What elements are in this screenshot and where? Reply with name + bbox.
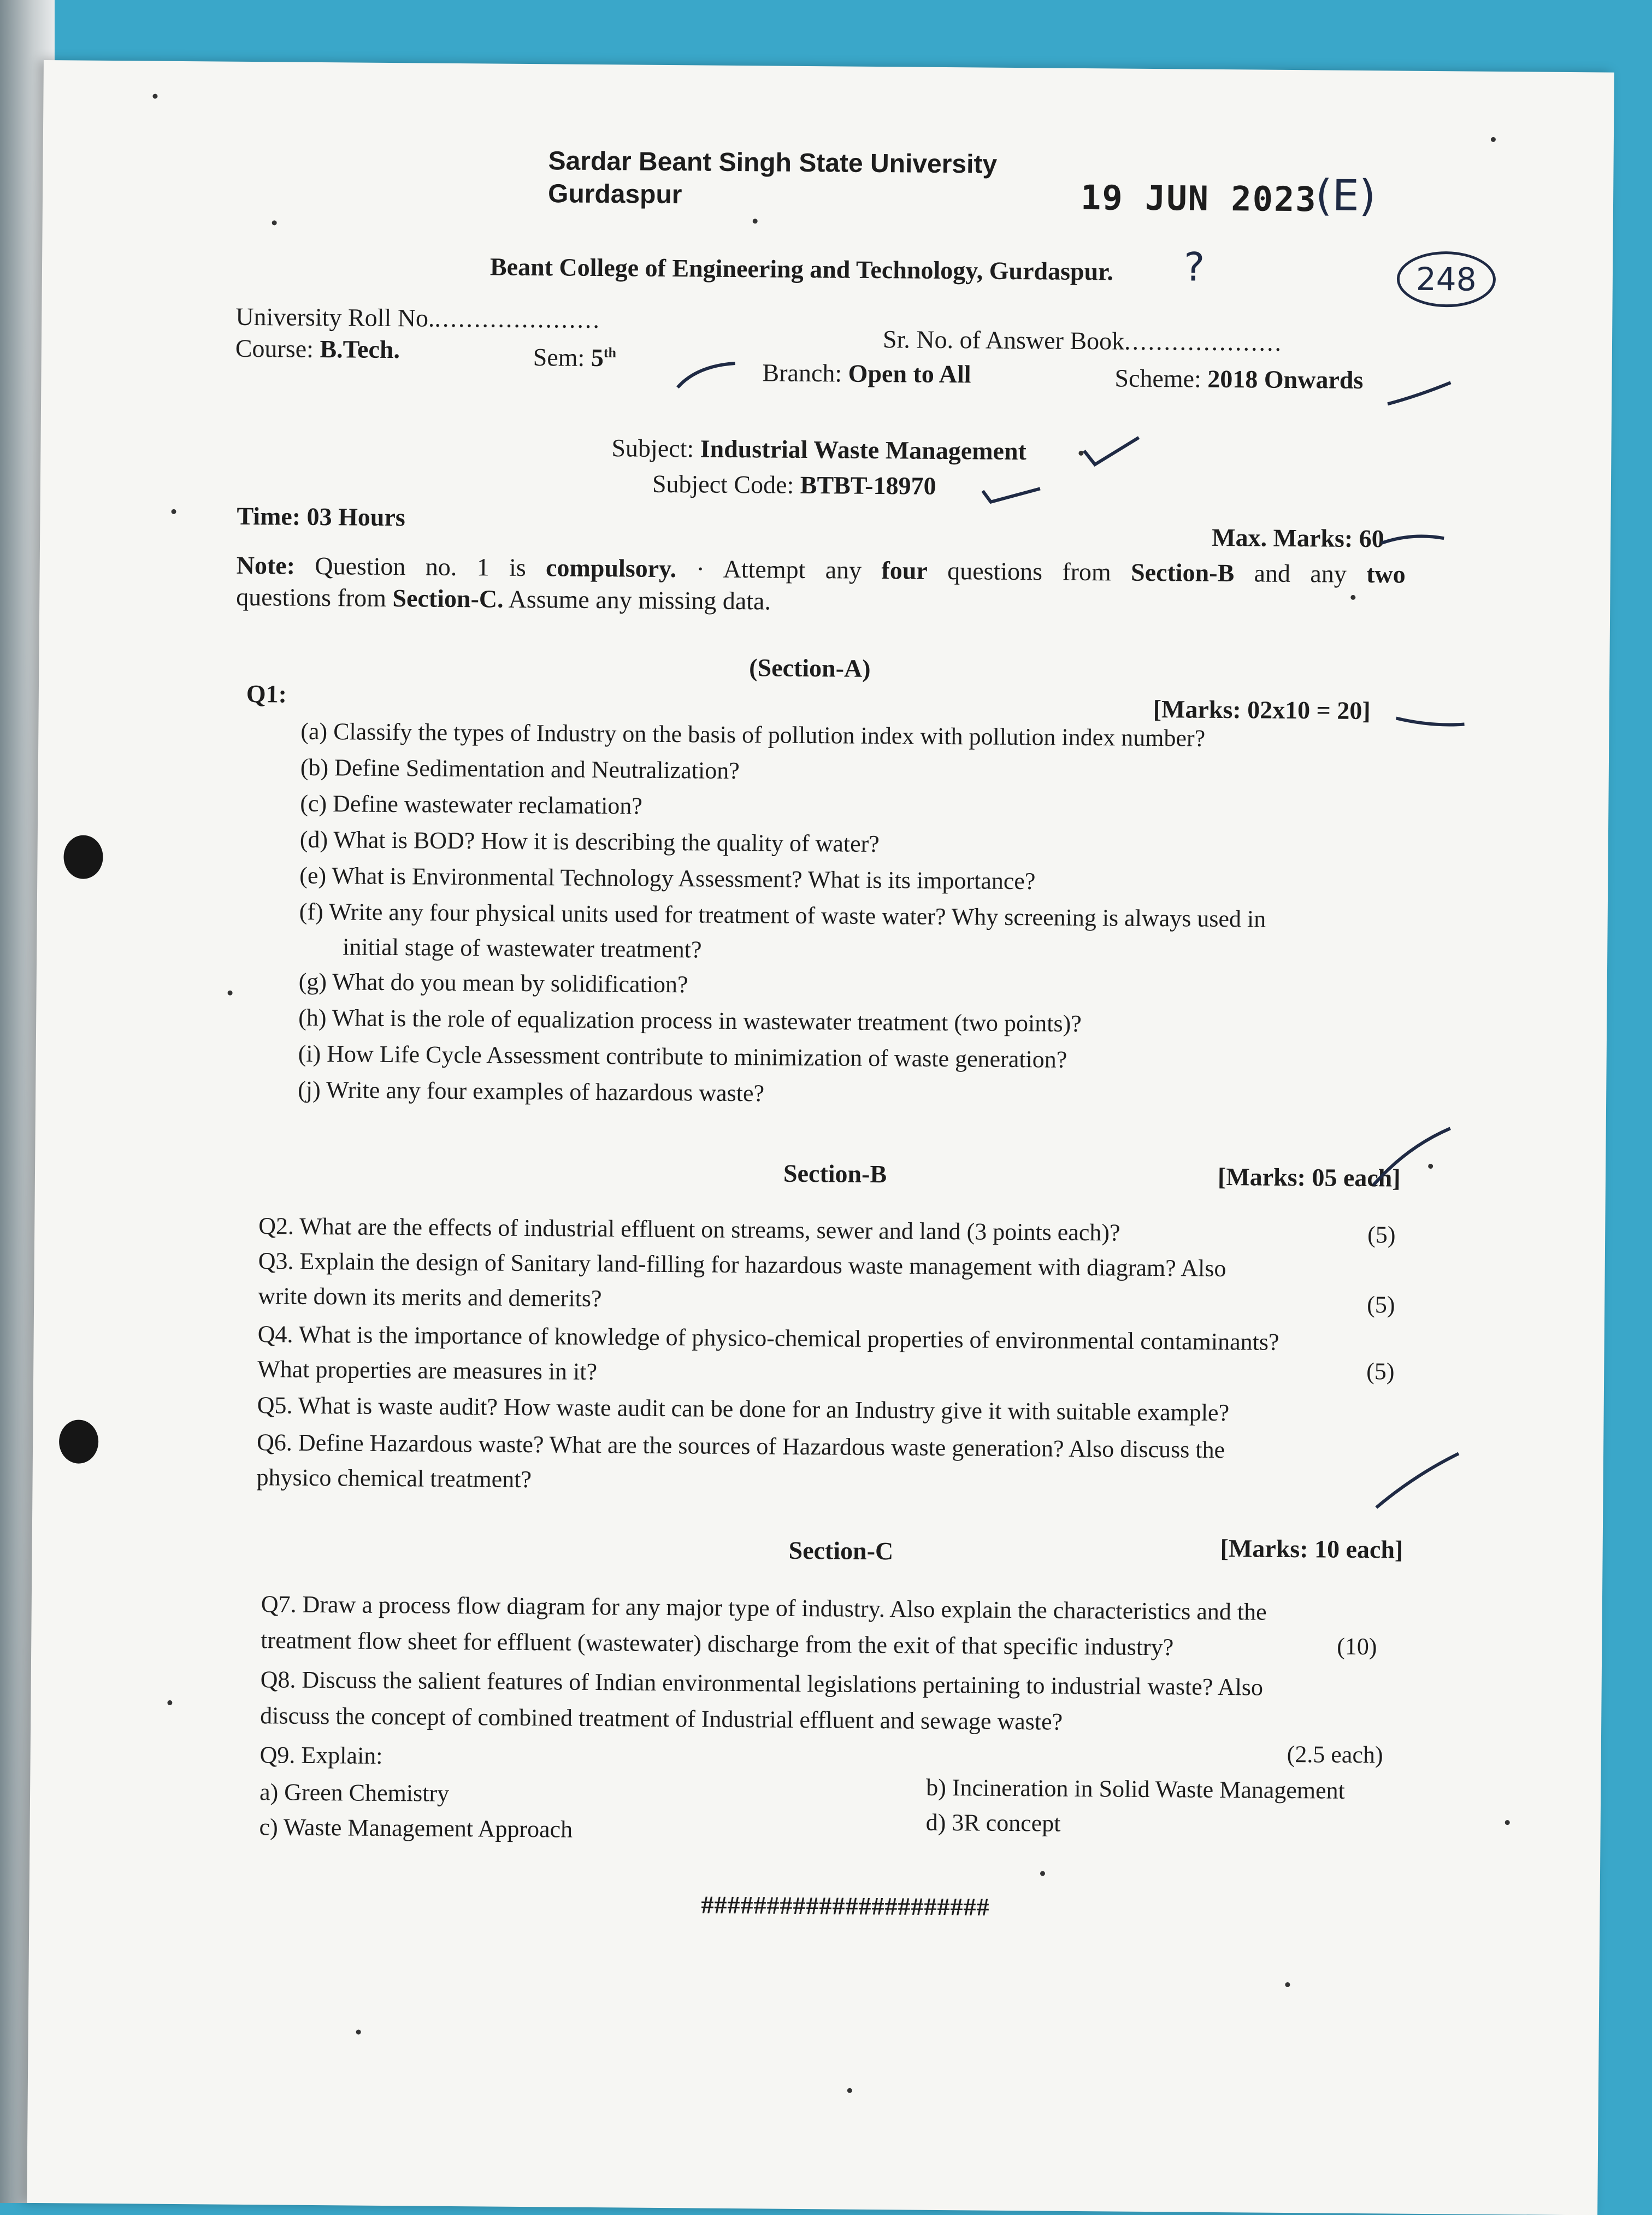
speck (1491, 137, 1496, 142)
note-label: Note: (236, 551, 296, 580)
time-field (237, 502, 405, 532)
sem-sup: th (603, 344, 617, 361)
speck (1505, 1820, 1510, 1825)
pen-check-subject (1078, 432, 1150, 470)
note-line-2 (236, 582, 771, 616)
subject-value: Industrial Waste Management (700, 434, 1027, 466)
time-value: 03 Hours (306, 502, 406, 532)
course-label: Course: (235, 334, 314, 363)
section-b-marks: [Marks: 05 each] (1217, 1162, 1401, 1192)
section-a-heading: (Section-A) (749, 653, 871, 682)
q9-option-c: c) Waste Management Approach (259, 1813, 573, 1843)
q9-text: Q9. Explain: (259, 1741, 383, 1769)
speck (1285, 1982, 1290, 1987)
q9-option-d: d) 3R concept (925, 1808, 1061, 1837)
pen-dash-q1 (1393, 710, 1470, 732)
pen-check-section-b (1368, 1125, 1456, 1191)
q1-item: (b) Define Sedimentation and Neutralization? (300, 753, 740, 785)
note-emphasis: compulsory. (545, 553, 677, 583)
punch-hole-top (63, 835, 103, 879)
subject-code-value: BTBT-18970 (800, 470, 936, 500)
q1-item: (g) What do you mean by solidification? (298, 968, 688, 998)
sem-label: Sem: (533, 343, 585, 372)
section-b-heading: Section-B (783, 1159, 887, 1188)
course-value: B.Tech. (320, 334, 400, 364)
q3-line-1: Q3. Explain the design of Sanitary land-filling for hazardous waste management with diagram? Also (258, 1247, 1226, 1282)
q3-marks: (5) (1366, 1291, 1395, 1318)
roll-no-field: University Roll No...................... (235, 302, 601, 334)
end-marker: ###################### (701, 1890, 990, 1921)
q5-text: Q5. What is waste audit? How waste audit can be done for an Industry give it with suitable example? (257, 1392, 1230, 1427)
q6-line-1: Q6. Define Hazardous waste? What are the sources of Hazardous waste generation? Also discuss the (256, 1429, 1225, 1464)
answer-book-label: Sr. No. of Answer Book (882, 325, 1125, 355)
time-label: Time: (237, 502, 301, 531)
speck (171, 509, 176, 514)
handwritten-exam-code: (E) (1315, 171, 1376, 221)
section-c-marks: [Marks: 10 each] (1220, 1534, 1403, 1564)
q9-option-a: a) Green Chemistry (259, 1778, 450, 1807)
scheme-label: Scheme: (1114, 364, 1202, 393)
q1-item: (d) What is BOD? How it is describing the quality of water? (299, 826, 880, 858)
subject-code-field (652, 469, 936, 500)
note-text: Question no. 1 is (315, 551, 526, 581)
university-city: Gurdaspur (547, 179, 682, 210)
speck (356, 2030, 361, 2035)
speck (753, 219, 758, 223)
subject-field (611, 433, 1026, 466)
q8-line-1: Q8. Discuss the salient features of Indian environmental legislations pertaining to industrial waste? Also (260, 1666, 1264, 1701)
q1-item: (i) How Life Cycle Assessment contribute to minimization of waste generation? (298, 1040, 1067, 1073)
max-marks-value: 60 (1359, 524, 1384, 553)
scheme-field (1114, 363, 1363, 394)
handwritten-count: 248 (1397, 251, 1496, 307)
speck (1350, 595, 1355, 600)
punch-hole-bottom (59, 1419, 99, 1464)
q3-line-2: write down its merits and demerits? (258, 1282, 602, 1312)
max-marks-label: Max. Marks: (1212, 523, 1353, 552)
q2-text: Q2. What are the effects of industrial effluent on streams, sewer and land (3 points each)? (258, 1212, 1120, 1246)
note-text: and any (1254, 559, 1347, 588)
exam-paper (27, 60, 1614, 2215)
sem-value: 5 (591, 343, 604, 372)
q1-item-continuation: initial stage of wastewater treatment? (343, 933, 702, 963)
q7-line-2: treatment flow sheet for effluent (wastewater) discharge from the exit of that specific industry? (261, 1627, 1174, 1661)
university-name: Sardar Beant Singh State University (548, 146, 998, 179)
sem-field (533, 343, 617, 372)
answer-book-field: Sr. No. of Answer Book.................... (882, 325, 1283, 356)
q1-item: (f) Write any four physical units used for treatment of waste water? Why screening is always used in (299, 898, 1266, 933)
note-emphasis: Section-C. (392, 584, 504, 613)
subject-label: Subject: (611, 434, 694, 463)
speck (167, 1700, 172, 1705)
note-emphasis: four (881, 556, 928, 585)
q4-marks: (5) (1366, 1358, 1395, 1385)
note-emphasis: two (1366, 560, 1406, 588)
q4-line-2: What properties are measures in it? (257, 1356, 598, 1386)
subject-code-label: Subject Code: (652, 469, 794, 499)
date-stamp: 19 JUN 2023 (1080, 177, 1317, 220)
branch-label: Branch: (762, 358, 842, 387)
q4-line-1: Q4. What is the importance of knowledge of physico-chemical properties of environmental contaminants? (257, 1321, 1279, 1356)
q1-marks: [Marks: 02x10 = 20] (1153, 694, 1371, 725)
q9-option-b: b) Incineration in Solid Waste Management (926, 1774, 1346, 1804)
q1-item: (j) Write any four examples of hazardous waste? (298, 1076, 765, 1107)
q1-item: (c) Define wastewater reclamation? (300, 790, 643, 820)
note-text: questions from (236, 582, 387, 612)
roll-no-label: University Roll No. (235, 302, 435, 332)
pen-mark-max-marks (1378, 529, 1449, 552)
q1-item: (e) What is Environmental Technology Assessment? What is its importance? (299, 862, 1036, 895)
pen-check-q6 (1371, 1447, 1464, 1513)
pen-tick-scheme (1385, 376, 1456, 410)
note-line-1 (237, 551, 1406, 589)
note-text: · Attempt any (696, 555, 862, 584)
course-field (235, 334, 400, 364)
branch-field (762, 358, 971, 388)
q1-item: (h) What is the role of equalization process in wastewater treatment (two points)? (298, 1004, 1082, 1037)
speck (152, 94, 157, 99)
q2-marks: (5) (1367, 1221, 1396, 1248)
speck (847, 2088, 852, 2093)
q1-item: (a) Classify the types of Industry on the basis of pollution index with pollution index number? (300, 717, 1206, 752)
handwritten-question-mark: ? (1183, 244, 1205, 290)
max-marks-field (1212, 523, 1384, 553)
pen-tick-sem (675, 360, 740, 393)
note-emphasis: Section-B (1130, 558, 1235, 587)
q7-line-1: Q7. Draw a process flow diagram for any major type of industry. Also explain the characteristics and the (261, 1590, 1267, 1625)
q6-line-2: physico chemical treatment? (256, 1464, 532, 1493)
speck (228, 991, 233, 995)
college-name: Beant College of Engineering and Technology, Gurdaspur. (489, 252, 1114, 286)
scheme-value: 2018 Onwards (1207, 364, 1364, 394)
q8-line-2: discuss the concept of combined treatment of Industrial effluent and sewage waste? (260, 1702, 1063, 1735)
q1-label: Q1: (246, 679, 287, 708)
pen-check-code (980, 480, 1046, 508)
speck (1040, 1871, 1045, 1876)
speck (272, 220, 277, 225)
note-text: questions from (947, 557, 1111, 586)
branch-value: Open to All (848, 359, 971, 388)
section-c-heading: Section-C (788, 1536, 894, 1565)
q7-marks: (10) (1337, 1633, 1377, 1660)
note-text: Assume any missing data. (508, 585, 771, 615)
q9-marks: (2.5 each) (1287, 1740, 1383, 1769)
